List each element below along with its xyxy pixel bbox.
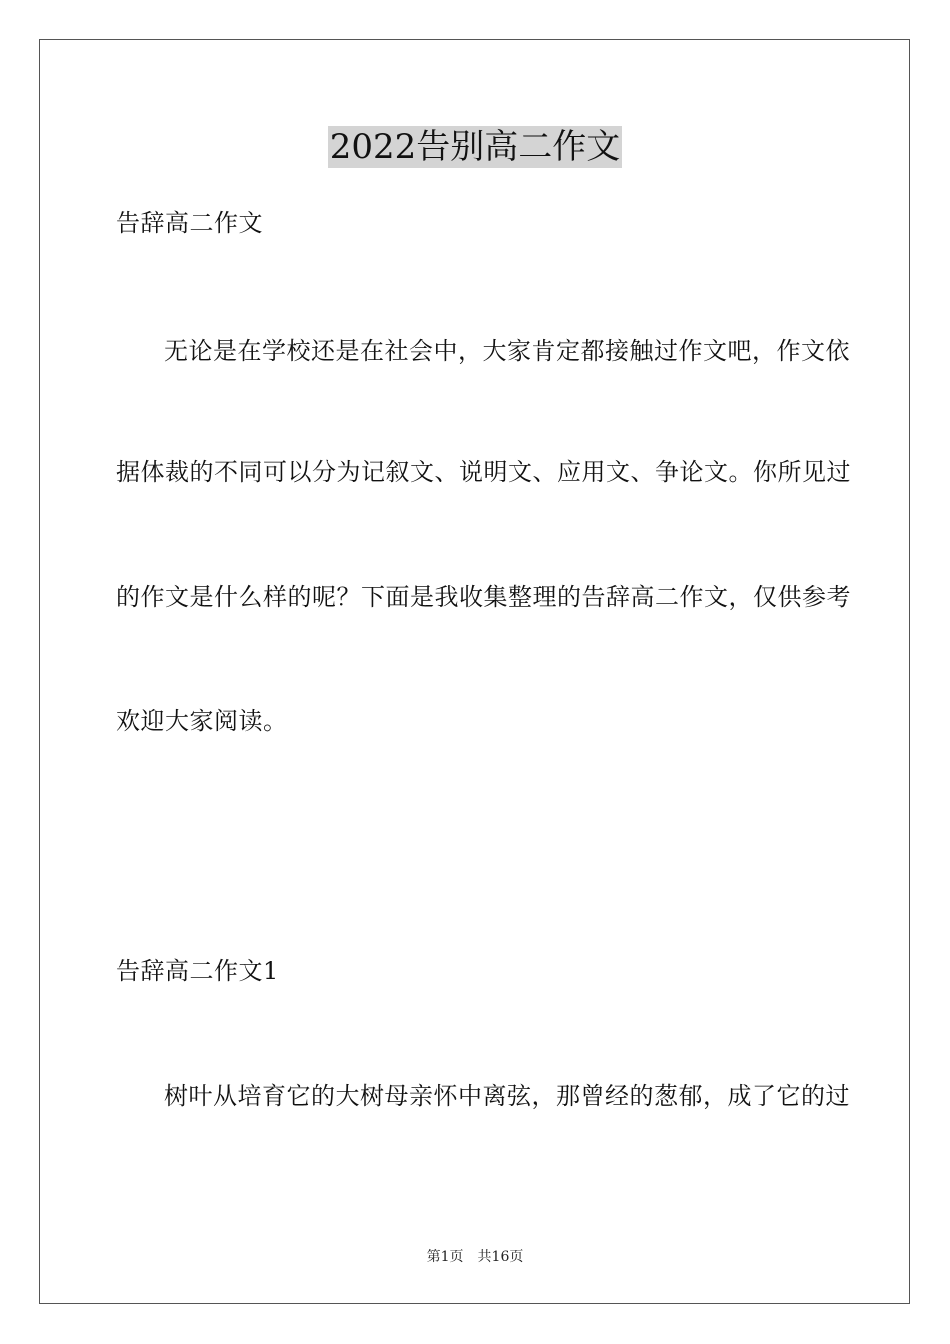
title-container xyxy=(0,126,950,168)
paragraph-line: 无论是在学校还是在社会中，大家肯定都接触过作文吧，作文依 xyxy=(164,337,850,365)
paragraph-line: 树叶从培育它的大树母亲怀中离弦，那曾经的葱郁，成了它的过 xyxy=(164,1082,850,1110)
section-heading: 告辞高二作文1 xyxy=(116,957,279,985)
page-footer xyxy=(0,1248,950,1266)
page-number: 第1页 xyxy=(426,1249,464,1265)
paragraph-line: 据体裁的不同可以分为记叙文、说明文、应用文、争论文。你所见过 xyxy=(116,458,851,486)
subheading: 告辞高二作文 xyxy=(116,209,263,237)
paragraph-line: 的作文是什么样的呢？下面是我收集整理的告辞高二作文，仅供参考 xyxy=(116,583,851,611)
paragraph-line: 欢迎大家阅读。 xyxy=(116,707,288,735)
page-total: 共16页 xyxy=(477,1249,524,1265)
document-title: 2022告别高二作文 xyxy=(329,127,621,167)
